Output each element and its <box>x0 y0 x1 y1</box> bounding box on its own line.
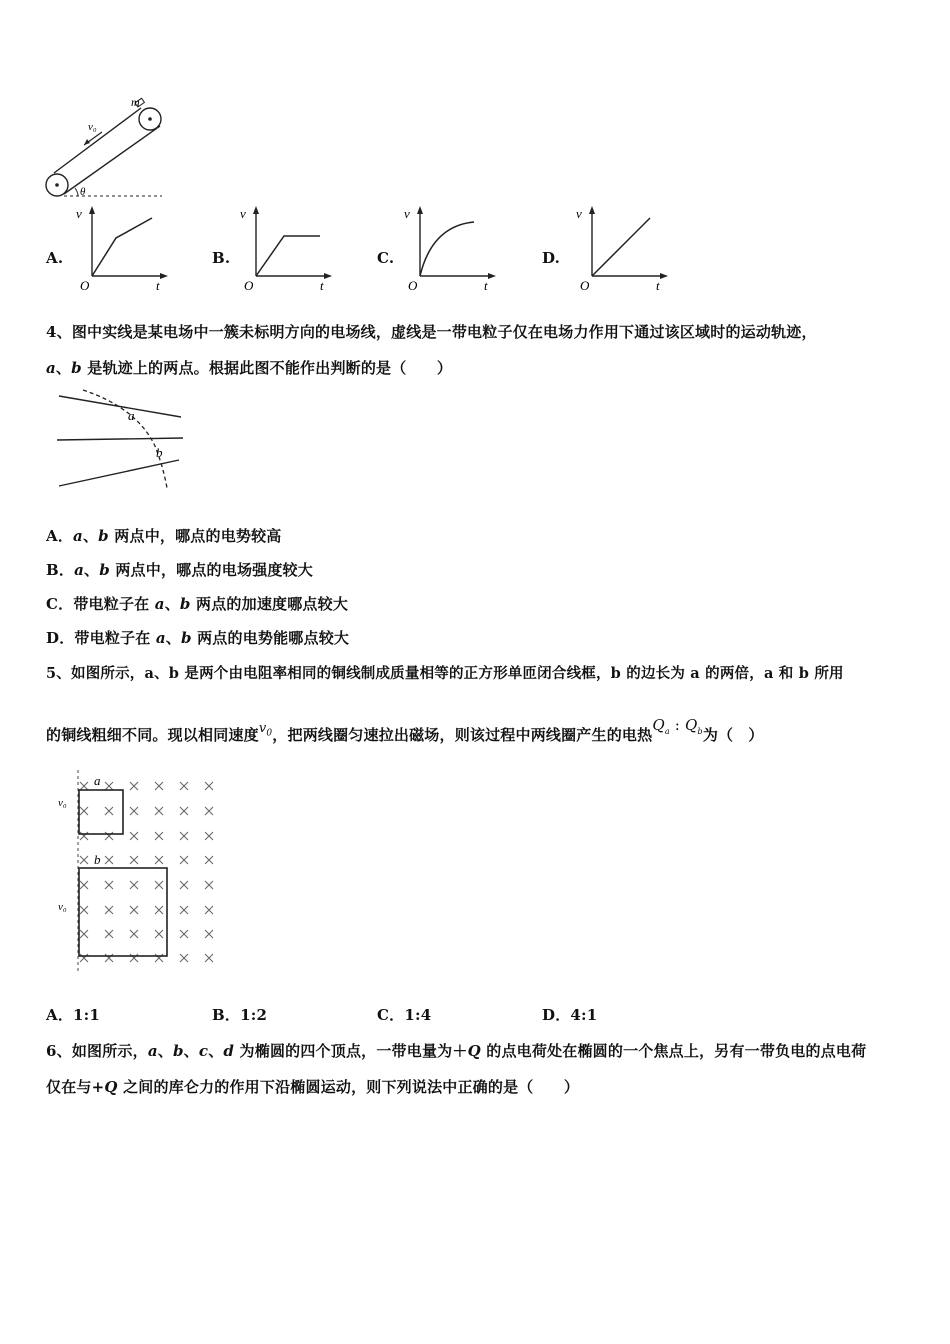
q3-option-b-graph <box>238 204 334 294</box>
svg-text:v: v <box>76 206 82 221</box>
q3-option-b-letter: B. <box>212 249 231 267</box>
svg-text:t: t <box>320 278 324 293</box>
q3-option-d-graph <box>574 204 670 294</box>
q5-label-b: b <box>94 852 101 867</box>
q4-option-a: A．a、b 两点中，哪点的电势较高 <box>46 527 282 545</box>
q5-option-c: C．1:4 <box>377 1006 432 1024</box>
q6-stem-line1: 6、如图所示，a、b、c、d 为椭圆的四个顶点，一带电量为＋Q 的点电荷处在椭圆的一个焦点上，另有一带负电的点电荷 <box>46 1042 867 1060</box>
q5-option-d: D．4:1 <box>542 1006 598 1024</box>
q5-stem-line2: 的铜线粗细不同。现以相同速度$v_0$，把两线圈匀速拉出磁场，则该过程中两线圈产生的电热$Q_a$ : $Q_b$为（ ） <box>46 716 764 744</box>
q4-option-b: B．a、b 两点中，哪点的电场强度较大 <box>46 561 313 579</box>
q4-option-c: C．带电粒子在 a、b 两点的加速度哪点较大 <box>46 595 349 613</box>
q5-option-b: B．1:2 <box>212 1006 268 1024</box>
svg-text:O: O <box>580 278 590 293</box>
q5-option-a: A．1:1 <box>46 1006 101 1024</box>
q4-stem-line2: a、b 是轨迹上的两点。根据此图不能作出判断的是（ ） <box>46 359 453 377</box>
q5-label-a: a <box>94 773 101 788</box>
q3-option-a-graph <box>74 204 170 294</box>
q3-label-theta: θ <box>80 186 86 198</box>
q5-label-v0-bottom: v₀ <box>58 901 67 913</box>
svg-text:v: v <box>240 206 246 221</box>
q3-option-d-letter: D. <box>542 249 561 267</box>
svg-text:O: O <box>244 278 254 293</box>
svg-text:t: t <box>156 278 160 293</box>
q5-label-v0-top: v₀ <box>58 797 67 809</box>
svg-text:t: t <box>484 278 488 293</box>
svg-text:O: O <box>80 278 90 293</box>
svg-text:v: v <box>576 206 582 221</box>
q4-label-b: b <box>156 445 163 460</box>
q4-label-a: a <box>128 408 135 423</box>
q3-option-a-letter: A. <box>46 249 64 267</box>
q3-label-v0: v₀ <box>88 121 97 133</box>
q6-stem-line2: 仅在与+Q 之间的库仑力的作用下沿椭圆运动，则下列说法中正确的是（ ） <box>46 1078 580 1096</box>
svg-text:v: v <box>404 206 410 221</box>
q3-conveyor-figure <box>40 95 180 205</box>
q3-label-m: m <box>131 95 140 109</box>
q3-option-c-letter: C. <box>377 249 395 267</box>
q5-magnetic-field-figure <box>52 768 227 978</box>
q4-option-d: D．带电粒子在 a、b 两点的电势能哪点较大 <box>46 629 350 647</box>
q5-stem-line1: 5、如图所示，a、b 是两个由电阻率相同的铜线制成质量相等的正方形单匝闭合线框，b 的边长为 a 的两倍，a 和 b 所用 <box>46 665 844 682</box>
q4-stem-line1: 4、图中实线是某电场中一簇未标明方向的电场线，虚线是一带电粒子仅在电场力作用下通过该区域时的运动轨迹， <box>46 323 817 341</box>
svg-text:t: t <box>656 278 660 293</box>
q3-option-c-graph <box>402 204 498 294</box>
q4-field-figure <box>55 388 190 493</box>
svg-text:O: O <box>408 278 418 293</box>
